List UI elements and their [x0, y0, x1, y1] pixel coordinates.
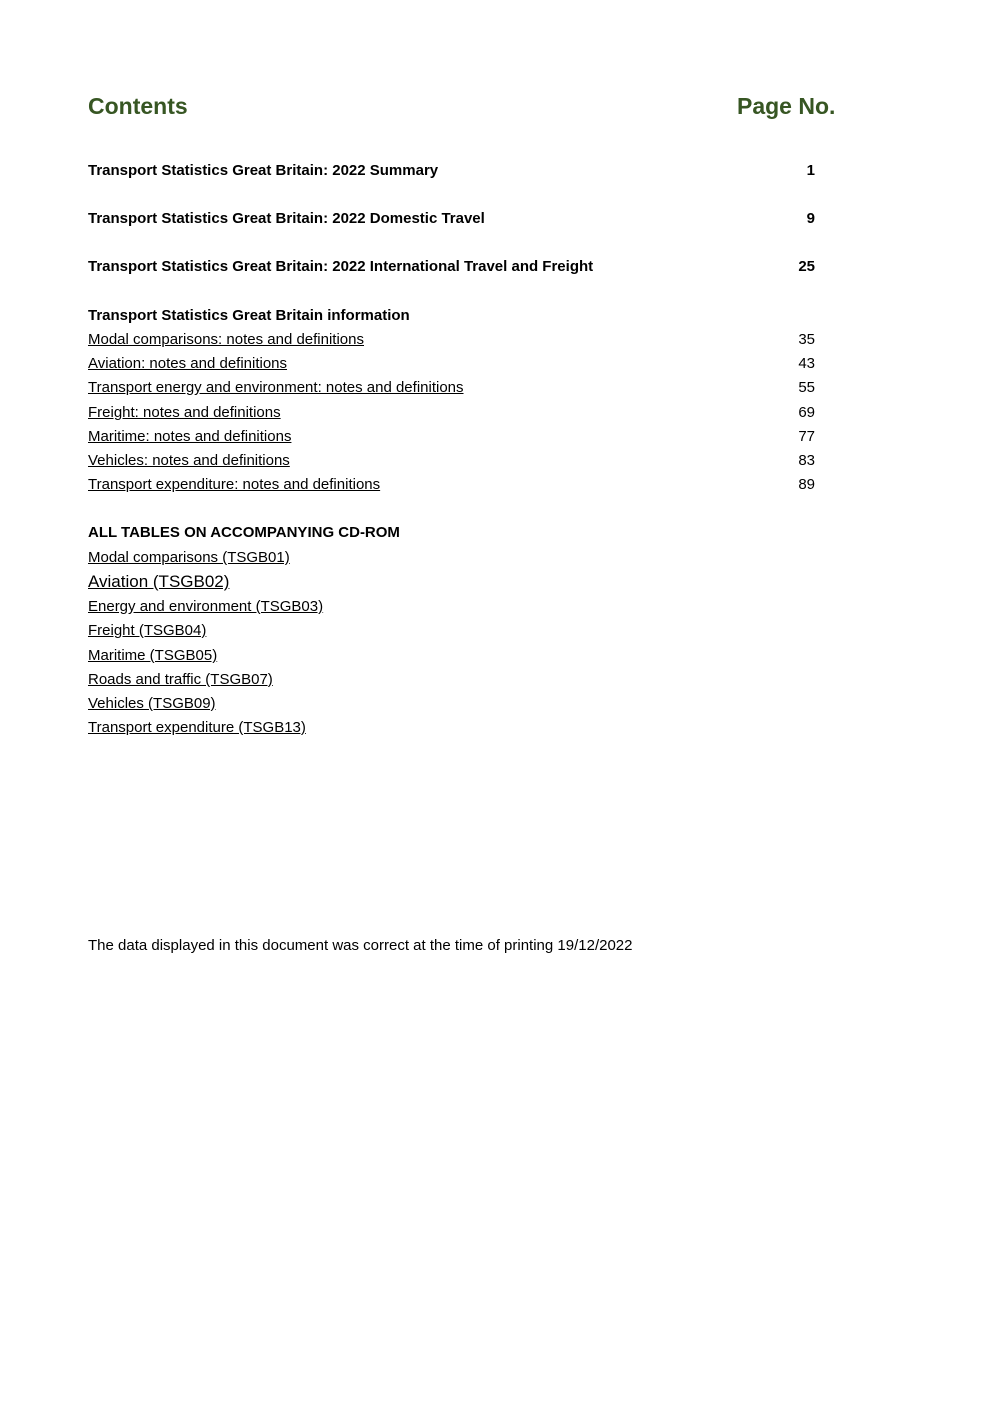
link-expenditure-notes[interactable]: Transport expenditure: notes and definitions — [88, 476, 381, 493]
page-maritime-notes: 77 — [798, 428, 815, 445]
information-section-title: Transport Statistics Great Britain information — [88, 307, 410, 324]
link-aviation-notes[interactable]: Aviation: notes and definitions — [88, 355, 288, 372]
link-tsgb07[interactable]: Roads and traffic (TSGB07) — [88, 671, 273, 688]
main-entry-international-page: 25 — [798, 258, 815, 275]
main-entry-domestic-travel: Transport Statistics Great Britain: 2022 Domestic Travel — [88, 210, 485, 227]
link-tsgb03[interactable]: Energy and environment (TSGB03) — [88, 598, 324, 615]
page-modal-comparisons-notes: 35 — [798, 331, 815, 348]
link-tsgb09[interactable]: Vehicles (TSGB09) — [88, 695, 216, 712]
link-freight-notes[interactable]: Freight: notes and definitions — [88, 404, 281, 421]
page-no-heading: Page No. — [737, 93, 836, 119]
link-tsgb05[interactable]: Maritime (TSGB05) — [88, 647, 218, 664]
page-vehicles-notes: 83 — [798, 452, 815, 469]
page-expenditure-notes: 89 — [798, 476, 815, 493]
main-entry-summary: Transport Statistics Great Britain: 2022 Summary — [88, 162, 439, 179]
link-energy-environment-notes[interactable]: Transport energy and environment: notes and definitions — [88, 379, 464, 396]
link-vehicles-notes[interactable]: Vehicles: notes and definitions — [88, 452, 290, 469]
link-tsgb04[interactable]: Freight (TSGB04) — [88, 622, 207, 639]
link-tsgb13[interactable]: Transport expenditure (TSGB13) — [88, 719, 306, 736]
printing-note: The data displayed in this document was correct at the time of printing 19/12/2022 — [88, 937, 633, 954]
main-entry-summary-page: 1 — [806, 162, 815, 179]
main-entry-international: Transport Statistics Great Britain: 2022 International Travel and Freight — [88, 258, 594, 275]
main-entry-domestic-travel-page: 9 — [806, 210, 815, 227]
page-freight-notes: 69 — [798, 404, 815, 421]
link-modal-comparisons-notes[interactable]: Modal comparisons: notes and definitions — [88, 331, 364, 348]
page-energy-environment-notes: 55 — [798, 379, 815, 396]
contents-heading: Contents — [88, 93, 188, 119]
page-aviation-notes: 43 — [798, 355, 815, 372]
link-tsgb02[interactable]: Aviation (TSGB02) — [88, 572, 230, 591]
tables-section-title: ALL TABLES ON ACCOMPANYING CD-ROM — [88, 524, 400, 541]
link-tsgb01[interactable]: Modal comparisons (TSGB01) — [88, 549, 290, 566]
link-maritime-notes[interactable]: Maritime: notes and definitions — [88, 428, 292, 445]
